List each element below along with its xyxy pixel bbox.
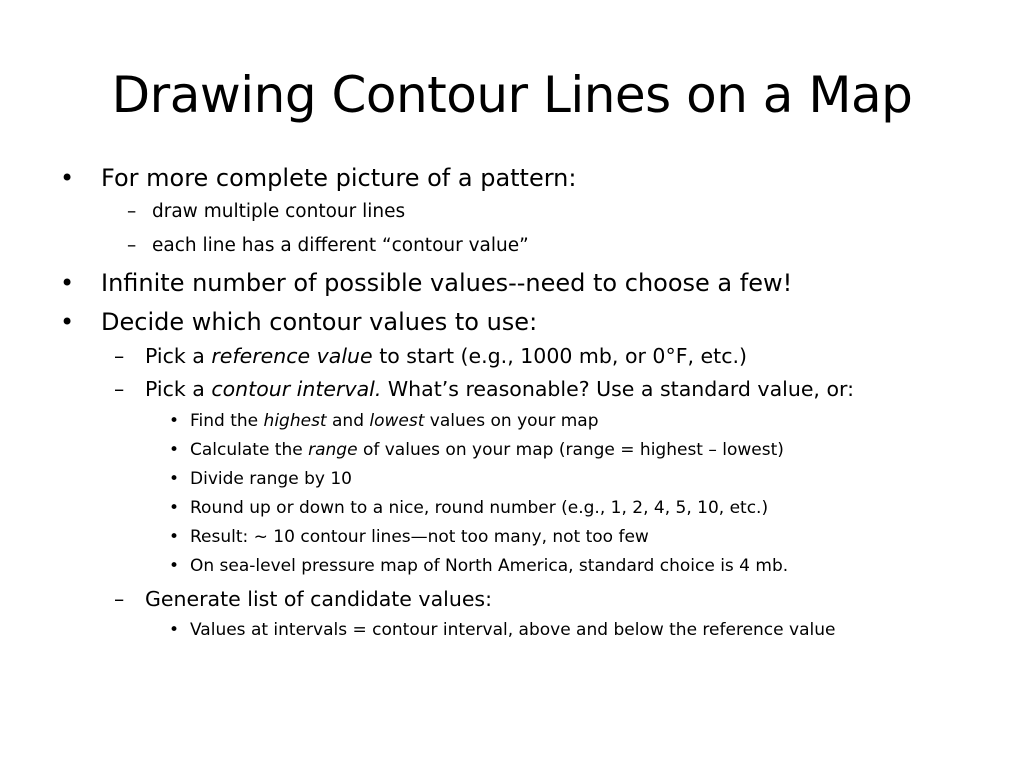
bullet-3-sub-2-text: Pick a contour interval. What’s reasonable? Use a standard value, or:	[145, 377, 854, 401]
bullet-marker: •	[169, 469, 180, 489]
bullet-marker: •	[169, 556, 180, 576]
emphasis: contour interval.	[211, 377, 382, 401]
bullet-3-sub-3-text: Generate list of candidate values:	[145, 587, 493, 611]
emphasis: range	[308, 440, 358, 460]
bullet-marker: •	[169, 620, 180, 640]
dash-marker: –	[127, 235, 137, 256]
bullet-1-sub-1-text: draw multiple contour lines	[152, 201, 406, 222]
emphasis: lowest	[369, 411, 425, 431]
bullet-3-text: Decide which contour values to use:	[101, 308, 538, 336]
bullet-marker: •	[169, 411, 180, 431]
bullet-marker: •	[60, 269, 75, 297]
dash-marker: –	[114, 344, 125, 368]
emphasis: reference value	[211, 344, 373, 368]
bullet-1-sub-2-text: each line has a different “contour value”	[152, 235, 529, 256]
emphasis: highest	[263, 411, 327, 431]
dash-marker: –	[127, 201, 137, 222]
bullet-marker: •	[60, 308, 75, 336]
bullet-marker: •	[169, 498, 180, 518]
bullet-marker: •	[60, 164, 75, 192]
bullet-2-text: Infinite number of possible values--need to choose a few!	[101, 269, 793, 297]
bullet-marker: •	[169, 527, 180, 547]
bullet-marker: •	[169, 440, 180, 460]
bullet-3-sub-1-text: Pick a reference value to start (e.g., 1000 mb, or 0°F, etc.)	[145, 344, 747, 368]
bullet-1-text: For more complete picture of a pattern:	[101, 164, 577, 192]
dash-marker: –	[114, 377, 125, 401]
dash-marker: –	[114, 587, 125, 611]
slide-title: Drawing Contour Lines on a Map	[111, 66, 913, 124]
slide: Drawing Contour Lines on a Map • For more complete picture of a pattern: – draw multiple contour lines – each line has a different “contour value” • Infinite number of possible values--need to choose a few! • Decide which contour values to use: – Pick a reference value to start (e.g., 1000 mb, or 0°F, etc.) – Pick a contour interval. What’s reasonable? Use a standard value, or: • Find the highest and lowest values on your map • Calculate the range of values on your map (range = highest – lowest) • Divide range by 10 • Round up or down to a nice, round number (e.g., 1, 2, 4, 5, 10, etc.) • Result: ~ 10 contour lines—not too many, not too few • On sea-level pressure map of North America, standard choice is 4 mb. – Generate list of candidate values: • Values at intervals = contour interval, above and below the reference value	[0, 0, 1024, 768]
